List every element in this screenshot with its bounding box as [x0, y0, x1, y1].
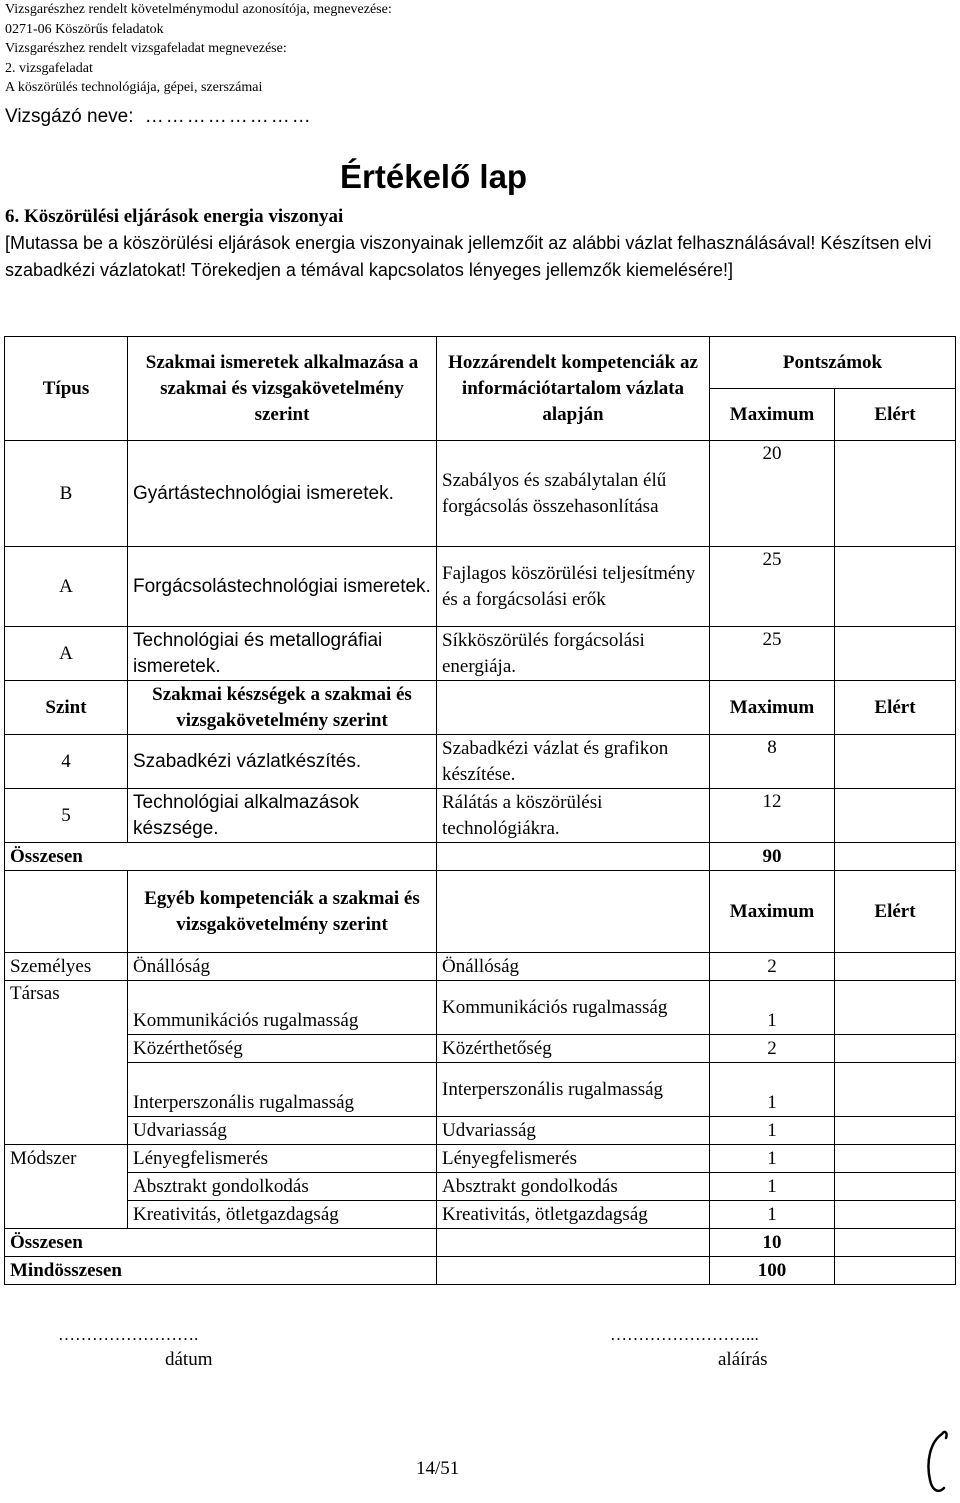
subtotal-label: Összesen: [5, 1229, 437, 1257]
table-row: [5, 627, 956, 681]
other-competencies-header: Egyéb kompetenciák a szakmai és vizsgakövetelmény szerint: [128, 871, 437, 953]
competence-cell: Önállóság: [128, 953, 437, 981]
table-row: [5, 1063, 956, 1117]
assigned-cell: Udvariasság: [437, 1117, 710, 1145]
task-description: [Mutassa be a köszörülési eljárások energia viszonyainak jellemzőit az alábbi vázlat felhasználásával! Készítsen elvi szabadkézi vázlatokat! Törekedjen a témával kapcsolatos lényeges jellemzők kiemelésére!]: [5, 233, 932, 280]
achieved-cell[interactable]: [835, 1063, 956, 1117]
assigned-cell: Önállóság: [437, 953, 710, 981]
competence-cell: Interperszonális rugalmasság: [128, 1063, 437, 1117]
achieved-cell[interactable]: [835, 1117, 956, 1145]
task-block: [5, 204, 945, 283]
max-cell: 12: [710, 789, 835, 843]
max-cell: 1: [710, 1201, 835, 1229]
table-row: [5, 953, 956, 981]
skill-cell: Technológiai alkalmazások készsége.: [128, 789, 437, 843]
table-row: [5, 1201, 956, 1229]
category-cell: [5, 1173, 128, 1201]
competence-cell: Közérthetőség: [128, 1035, 437, 1063]
empty-cell: [5, 871, 128, 953]
table-row: [5, 981, 956, 1035]
empty-cell: [437, 843, 710, 871]
subtotal-value: 10: [710, 1229, 835, 1257]
subtotal-label: Összesen: [5, 843, 437, 871]
knowledge-cell: Forgácsolástechnológiai ismeretek.: [128, 547, 437, 627]
table-row: [5, 735, 956, 789]
level-cell: 4: [5, 735, 128, 789]
col-points-header: Pontszámok: [710, 337, 956, 389]
evaluation-table: [4, 336, 956, 1285]
empty-cell: [437, 1229, 710, 1257]
skill-cell: Szabadkézi vázlatkészítés.: [128, 735, 437, 789]
other-achieved-header: Elért: [835, 871, 956, 953]
competence-cell: Absztrakt gondolkodás: [128, 1173, 437, 1201]
other-max-header: Maximum: [710, 871, 835, 953]
col-achieved-header: Elért: [835, 389, 956, 441]
competence-cell: Udvariasság: [128, 1117, 437, 1145]
category-cell: [5, 1117, 128, 1145]
grand-total-row: [5, 1257, 956, 1285]
assigned-cell: Interperszonális rugalmasság: [437, 1063, 710, 1117]
category-cell: [5, 1035, 128, 1063]
competence-cell: Kreativitás, ötletgazdagság: [128, 1201, 437, 1229]
type-cell: A: [5, 547, 128, 627]
skills-achieved-header: Elért: [835, 681, 956, 735]
category-cell: Társas: [5, 981, 128, 1035]
skills-max-header: Maximum: [710, 681, 835, 735]
category-cell: Személyes: [5, 953, 128, 981]
page-number: 14/51: [416, 1458, 460, 1479]
assigned-cell: Kommunikációs rugalmasság: [437, 981, 710, 1035]
header-line: 0271-06 Köszörűs feladatok: [5, 21, 164, 37]
achieved-cell[interactable]: [835, 981, 956, 1035]
max-cell: 25: [710, 627, 835, 681]
table-row: [5, 789, 956, 843]
header-line: Vizsgarészhez rendelt követelménymodul azonosítója, megnevezése:: [5, 2, 392, 17]
max-cell: 20: [710, 441, 835, 547]
examinee-name-line: [5, 106, 313, 128]
table-row: [5, 547, 956, 627]
achieved-cell[interactable]: [835, 1173, 956, 1201]
subtotal-value: 90: [710, 843, 835, 871]
header-line: 2. vizsgafeladat: [5, 60, 93, 76]
grand-total-value: 100: [710, 1257, 835, 1285]
achieved-cell[interactable]: [835, 843, 956, 871]
task-title: 6. Köszörülési eljárások energia viszonyai: [5, 206, 344, 227]
assigned-cell: Lényegfelismerés: [437, 1145, 710, 1173]
achieved-cell[interactable]: [835, 735, 956, 789]
document-header: [5, 0, 392, 98]
signature-dots: ……………………...: [610, 1325, 759, 1344]
header-line: A köszörülés technológiája, gépei, szerszámai: [5, 80, 263, 95]
max-cell: 8: [710, 735, 835, 789]
other-header-row: [5, 871, 956, 953]
max-cell: 1: [710, 1145, 835, 1173]
subtotal-row: [5, 1229, 956, 1257]
competence-cell: Szabályos és szabálytalan élű forgácsolás összehasonlítása: [437, 441, 710, 547]
assigned-cell: Absztrakt gondolkodás: [437, 1173, 710, 1201]
date-dots: …………………….: [58, 1325, 199, 1344]
handwritten-mark: [918, 1428, 958, 1498]
competence-cell: Kommunikációs rugalmasság: [128, 981, 437, 1035]
category-cell: [5, 1201, 128, 1229]
max-cell: 1: [710, 1117, 835, 1145]
competence-cell: Rálátás a köszörülési technológiákra.: [437, 789, 710, 843]
type-cell: B: [5, 441, 128, 547]
achieved-cell[interactable]: [835, 627, 956, 681]
max-cell: 1: [710, 1063, 835, 1117]
achieved-cell[interactable]: [835, 789, 956, 843]
col-competence-header: Hozzárendelt kompetenciák az információtartalom vázlata alapján: [437, 337, 710, 441]
table-row: [5, 1173, 956, 1201]
max-cell: 1: [710, 981, 835, 1035]
table-row: [5, 1145, 956, 1173]
skills-header-row: [5, 681, 956, 735]
competence-cell: Lényegfelismerés: [128, 1145, 437, 1173]
table-row: [5, 1117, 956, 1145]
achieved-cell[interactable]: [835, 1145, 956, 1173]
empty-cell: [437, 681, 710, 735]
col-type-header: Típus: [5, 337, 128, 441]
achieved-cell[interactable]: [835, 1229, 956, 1257]
category-cell: [5, 1063, 128, 1117]
achieved-cell[interactable]: [835, 1035, 956, 1063]
max-cell: 1: [710, 1173, 835, 1201]
page-title: Értékelő lap: [340, 158, 528, 195]
empty-cell: [437, 871, 710, 953]
achieved-cell[interactable]: [835, 547, 956, 627]
category-cell: Módszer: [5, 1145, 128, 1173]
col-knowledge-header: Szakmai ismeretek alkalmazása a szakmai és vizsgakövetelmény szerint: [128, 337, 437, 441]
achieved-cell[interactable]: [835, 1201, 956, 1229]
signature-label: aláírás: [718, 1349, 768, 1370]
max-cell: 25: [710, 547, 835, 627]
max-cell: 2: [710, 953, 835, 981]
assigned-cell: Közérthetőség: [437, 1035, 710, 1063]
examinee-label: Vizsgázó neve:: [5, 106, 134, 127]
grand-total-label: Mindösszesen: [5, 1257, 437, 1285]
competence-cell: Fajlagos köszörülési teljesítmény és a forgácsolási erők: [437, 547, 710, 627]
col-max-header: Maximum: [710, 389, 835, 441]
skills-header: Szakmai készségek a szakmai és vizsgakövetelmény szerint: [128, 681, 437, 735]
level-header: Szint: [5, 681, 128, 735]
knowledge-cell: Gyártástechnológiai ismeretek.: [128, 441, 437, 547]
competence-cell: Szabadkézi vázlat és grafikon készítése.: [437, 735, 710, 789]
header-line: Vizsgarészhez rendelt vizsgafeladat megnevezése:: [5, 41, 287, 56]
achieved-cell[interactable]: [835, 953, 956, 981]
achieved-cell[interactable]: [835, 441, 956, 547]
type-cell: A: [5, 627, 128, 681]
assigned-cell: Kreativitás, ötletgazdagság: [437, 1201, 710, 1229]
achieved-cell[interactable]: [835, 1257, 956, 1285]
max-cell: 2: [710, 1035, 835, 1063]
table-row: [5, 441, 956, 547]
examinee-dots: ……………………: [144, 106, 313, 127]
competence-cell: Síkköszörülés forgácsolási energiája.: [437, 627, 710, 681]
date-label: dátum: [165, 1349, 213, 1370]
table-row: [5, 1035, 956, 1063]
knowledge-cell: Technológiai és metallográfiai ismeretek.: [128, 627, 437, 681]
level-cell: 5: [5, 789, 128, 843]
empty-cell: [437, 1257, 710, 1285]
subtotal-row: [5, 843, 956, 871]
